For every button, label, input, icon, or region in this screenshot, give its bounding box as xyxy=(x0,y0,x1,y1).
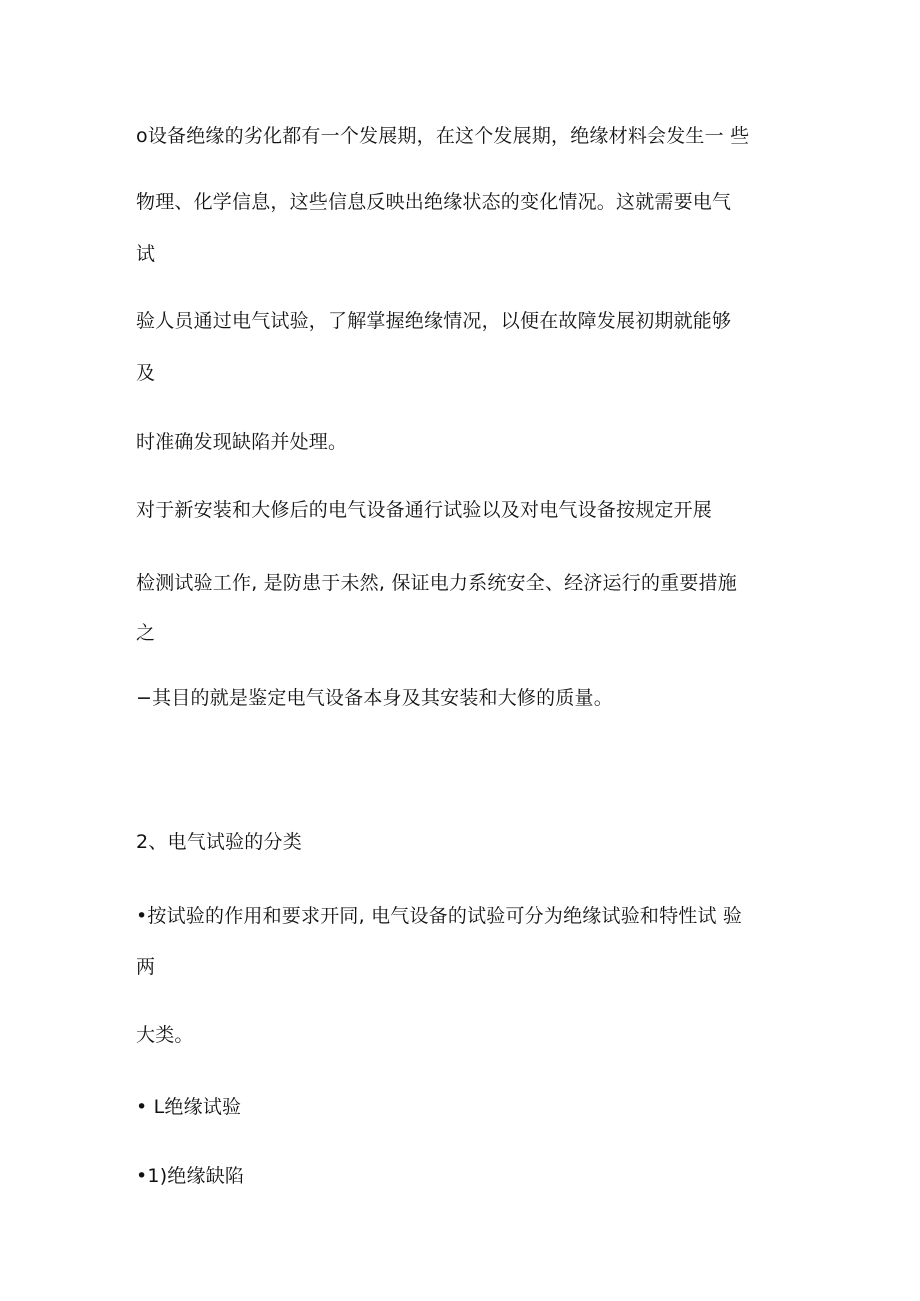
paragraph-line: 对于新安装和大修后的电气设备通行试验以及对电气设备按规定开展 xyxy=(136,499,713,521)
paragraph-line: 大类。 xyxy=(136,1024,194,1046)
paragraph-line: 之 xyxy=(136,622,156,644)
list-item: • L绝缘试验 xyxy=(136,1096,242,1118)
paragraph-line: 两 xyxy=(136,956,156,978)
paragraph-line: 及 xyxy=(136,362,156,384)
paragraph-line: 检测试验工作, 是防患于未然, 保证电力系统安全、经济运行的重要措施 xyxy=(136,572,737,594)
paragraph-line: 物理、化学信息，这些信息反映出绝缘状态的变化情况。这就需要电气 xyxy=(136,191,732,213)
paragraph-line: 时准确发现缺陷并处理。 xyxy=(136,431,348,453)
paragraph-line: 验人员通过电气试验，了解掌握绝缘情况，以便在故障发展初期就能够 xyxy=(136,310,732,332)
list-item: •1)绝缘缺陷 xyxy=(136,1165,245,1187)
paragraph-line: o设备绝缘的劣化都有一个发展期，在这个发展期，绝缘材料会发生一 些 xyxy=(136,125,750,147)
paragraph-line: 试 xyxy=(136,243,156,265)
paragraph-line: •按试验的作用和要求开同, 电气设备的试验可分为绝缘试验和特性试 验 xyxy=(136,905,743,927)
paragraph-line: −其目的就是鉴定电气设备本身及其安装和大修的质量。 xyxy=(136,687,613,709)
section-heading: 2、电气试验的分类 xyxy=(136,831,302,853)
